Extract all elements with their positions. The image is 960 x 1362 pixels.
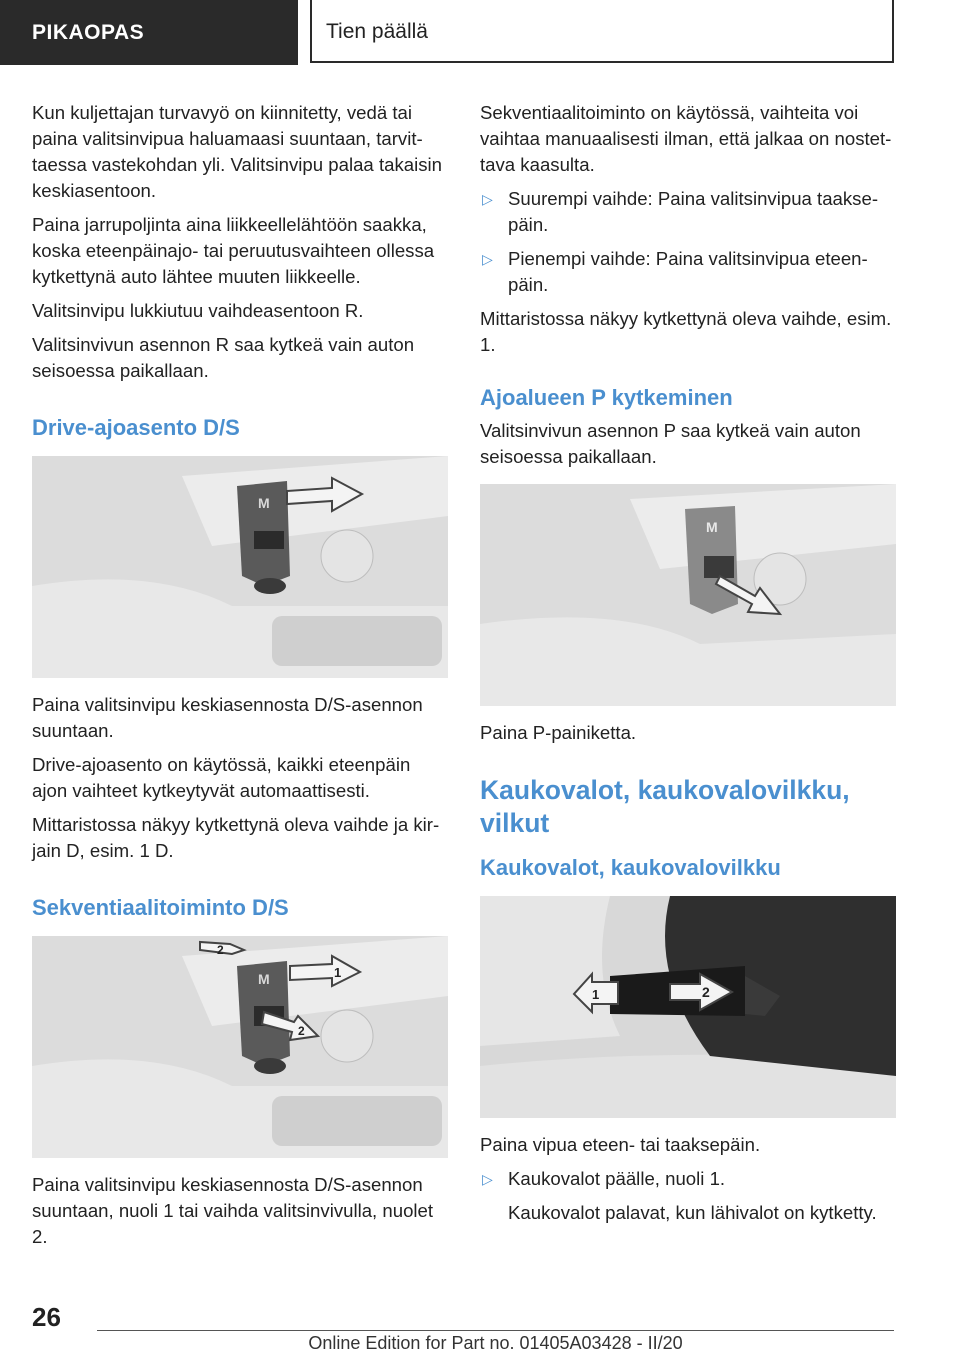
paragraph: Paina valitsinvipu keskiasennosta D/S-asennon suuntaan, nuoli 1 tai vaihda valitsinvivulla, nuolet 2. [32,1174,434,1247]
heading-park: Ajoalueen P kytkeminen [480,385,733,410]
chapter-title: Tien päällä [326,20,428,43]
paragraph: Paina valitsinvipu keskiasennosta D/S-asennon suuntaan. [32,694,423,741]
figure-light-stalk [480,896,896,1118]
paragraph: Mittaristossa näkyy kytkettynä oleva vaihde, esim. 1. [480,308,892,355]
triangle-bullet-icon: ▷ [482,191,493,207]
paragraph: Mittaristossa näkyy kytkettynä oleva vaihde ja kirjain D, esim. 1 D. [32,814,440,861]
triangle-bullet-icon: ▷ [482,1171,493,1187]
svg-text:M: M [258,971,270,987]
footer-edition: Online Edition for Part no. 01405A03428 - II/20 [308,1333,683,1353]
m-logo: M [258,495,270,511]
paragraph: Valitsinvipu lukkiutuu vaihdeasentoon R. [32,300,364,321]
paragraph: Paina vipua eteen- tai taaksepäin. [480,1134,761,1155]
list-item: ▷ Suurempi vaihde: Paina valitsinvipua taaksepäin. [482,188,879,235]
paragraph: Kaukovalot palavat, kun lähivalot on kytketty. [508,1202,877,1223]
figure-sequential-shifter [32,936,448,1158]
heading-sequential: Sekventiaalitoiminto D/S [32,895,289,920]
svg-text:1: 1 [592,987,600,1002]
paragraph: Drive-ajoasento on käytössä, kaikki eteenpäin ajon vaihteet kytkeytyvät automaattisesti. [32,754,411,801]
footer-divider [97,1330,894,1331]
left-column [32,100,448,1258]
chapter-tab [310,0,894,63]
page-number: 26 [32,1302,61,1332]
paragraph: Valitsinvivun asennon P saa kytkeä vain auton seisoessa paikallaan. [480,420,861,467]
paragraph: Paina jarrupoljinta aina liikkeellelähtöön saakka, koska eteenpäinajo- tai peruutusvaihteen ollessa kytkettynä auto lähtee muuten liikkeelle. [32,214,435,287]
paragraph: Valitsinvivun asennon R saa kytkeä vain auton seisoessa paikallaan. [32,334,415,381]
heading-drive: Drive-ajoasento D/S [32,415,240,440]
bullet-list [480,1166,896,1192]
svg-text:1: 1 [334,965,342,980]
section-tab [0,0,298,65]
svg-text:2: 2 [217,943,224,957]
figure-park-button [480,484,896,706]
bullet-list [480,186,896,298]
paragraph: Sekventiaalitoiminto on käytössä, vaihteita voi vaihtaa manuaalisesti ilman, että jalkaa on nostettava kaasulta. [480,102,892,175]
triangle-bullet-icon: ▷ [482,251,493,267]
section-title: PIKAOPAS [32,20,145,44]
paragraph: Kun kuljettajan turvavyö on kiinnitetty, vedä tai paina valitsinvipua haluamaasi suuntaan, tarvittaessa vastekohdan yli. Valitsinvipu palaa takaisin keskiasentoon. [32,102,442,201]
figure-drive-shifter [32,456,448,678]
svg-text:2: 2 [702,984,710,1000]
heading-lights: Kaukovalot, kaukovalovilkku, vilkut [480,775,850,838]
svg-text:M: M [706,519,718,535]
svg-text:2: 2 [298,1024,305,1038]
heading-lights-sub: Kaukovalot, kaukovalovilkku [480,855,781,880]
list-item: ▷ Kaukovalot päälle, nuoli 1. [480,1166,896,1192]
list-item: ▷ Pienempi vaihde: Paina valitsinvipua eteenpäin. [482,248,868,295]
right-column [480,100,896,1234]
paragraph: Paina P-painiketta. [480,722,637,743]
